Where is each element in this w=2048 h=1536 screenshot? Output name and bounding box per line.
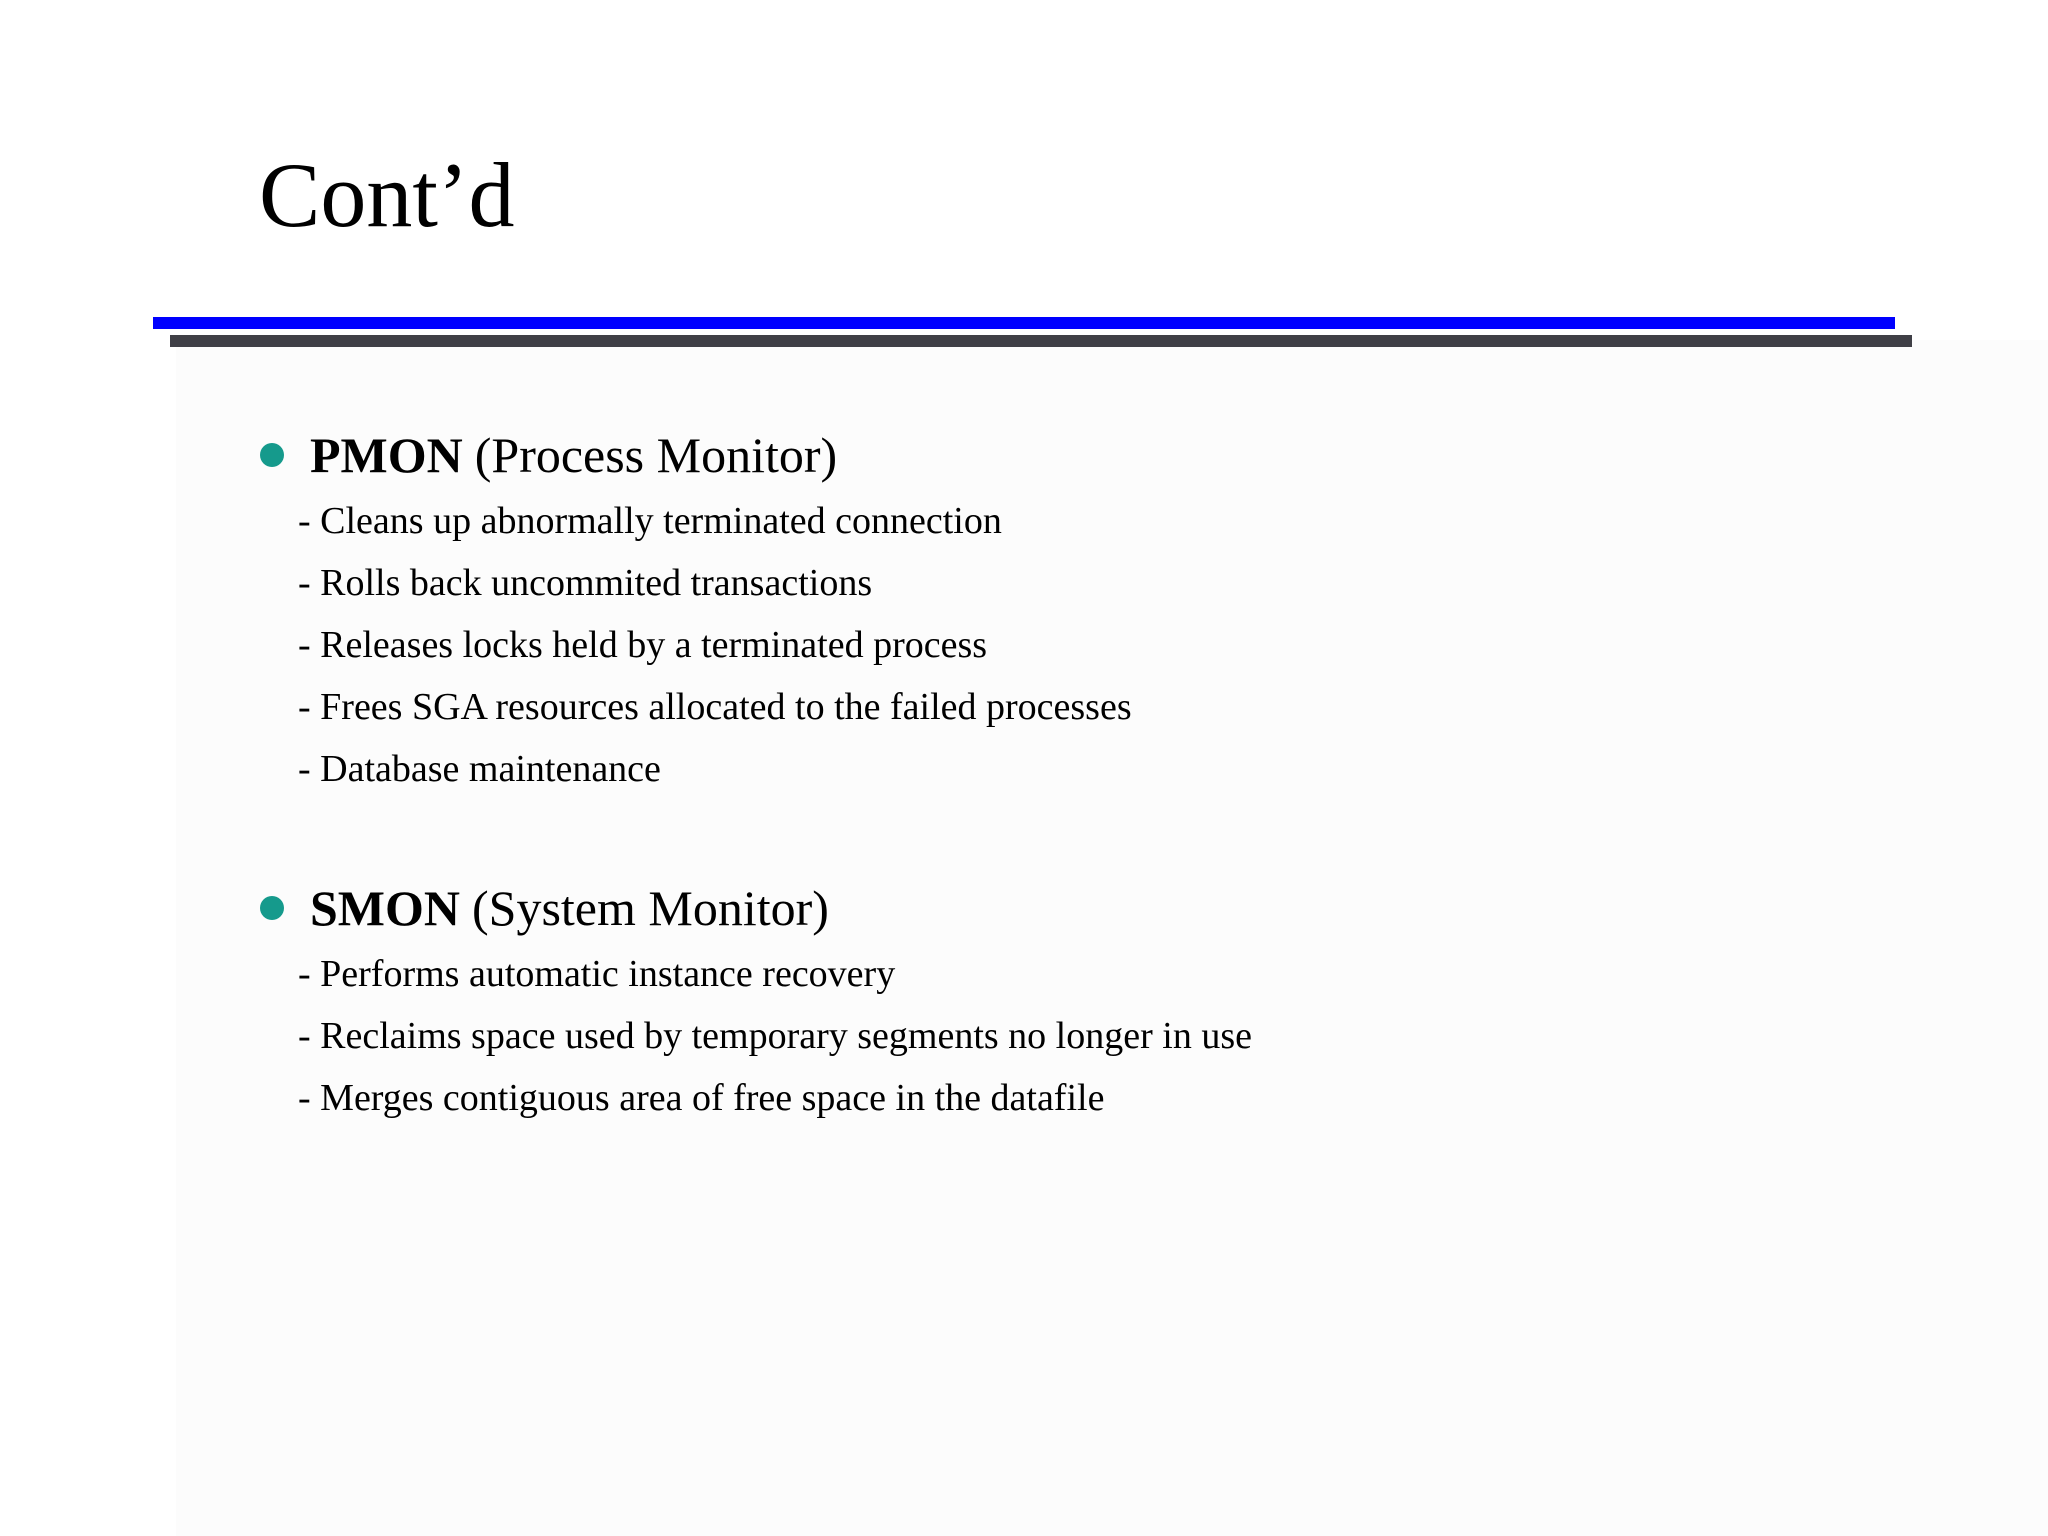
title-rule-blue (153, 317, 1895, 329)
section-smon (260, 877, 1960, 1129)
list-item: - Merges contiguous area of free space in the datafile (298, 1077, 1105, 1119)
slide-title: Cont’d (259, 144, 515, 246)
section-name: SMON (310, 880, 460, 936)
list-item: - Database maintenance (298, 748, 661, 790)
list-item: - Reclaims space used by temporary segments no longer in use (298, 1015, 1252, 1057)
list-item: - Frees SGA resources allocated to the failed processes (298, 686, 1132, 728)
bullet-dot-icon (260, 443, 284, 467)
section-heading (260, 877, 1960, 939)
section-heading (260, 424, 1960, 486)
list-item: - Cleans up abnormally terminated connection (298, 500, 1002, 542)
detail-list (298, 490, 1960, 800)
detail-list (298, 943, 1960, 1129)
section-pmon (260, 424, 1960, 800)
section-description: (System Monitor) (472, 880, 829, 936)
section-description: (Process Monitor) (474, 427, 838, 483)
list-item: - Releases locks held by a terminated process (298, 624, 988, 666)
section-name: PMON (310, 427, 463, 483)
bullet-dot-icon (260, 896, 284, 920)
list-item: - Rolls back uncommited transactions (298, 562, 873, 604)
list-item: - Performs automatic instance recovery (298, 953, 896, 995)
title-rule-shadow (170, 335, 1912, 347)
